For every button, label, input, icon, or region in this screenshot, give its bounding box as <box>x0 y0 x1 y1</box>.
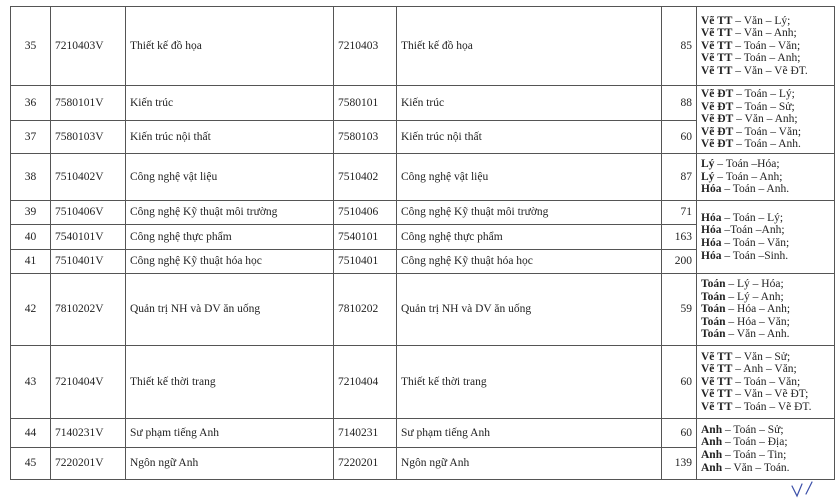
row-number: 37 <box>11 121 51 154</box>
subject-combo-cell <box>697 274 835 346</box>
major-name: Thiết kế thời trang <box>126 346 334 419</box>
major-code: 7210403V <box>51 7 126 86</box>
combo-line: Vẽ TT – Toán – Vẽ ĐT. <box>701 400 812 413</box>
combo-line: Vẽ TT – Toán – Văn; <box>701 375 801 388</box>
row-number: 44 <box>11 419 51 448</box>
major-name: Kiến trúc nội thất <box>126 121 334 154</box>
combo-line: Vẽ ĐT – Văn – Anh; <box>701 113 798 126</box>
quota-value: 85 <box>662 7 697 86</box>
quota-value: 163 <box>662 225 697 250</box>
major-name: Công nghệ Kỹ thuật hóa học <box>126 250 334 274</box>
combo-line: Toán – Hóa – Văn; <box>701 315 790 328</box>
quota-value: 71 <box>662 201 697 225</box>
quota-value: 60 <box>662 121 697 154</box>
major-base-name: Công nghệ vật liệu <box>397 154 662 201</box>
subject-combo-cell <box>697 346 835 419</box>
major-name: Ngôn ngữ Anh <box>126 448 334 480</box>
major-code: 7220201V <box>51 448 126 480</box>
major-base-name: Thiết kế thời trang <box>397 346 662 419</box>
table-row <box>11 346 835 419</box>
major-code: 7810202V <box>51 274 126 346</box>
combo-line: Hóa – Toán – Anh. <box>701 183 790 196</box>
combo-line: Hóa – Toán –Sinh. <box>701 249 789 262</box>
combo-line: Lý – Toán –Hóa; <box>701 158 780 171</box>
major-base-name: Công nghệ Kỹ thuật hóa học <box>397 250 662 274</box>
combo-line: Anh – Toán – Sử; <box>701 423 784 436</box>
combo-line: Vẽ TT – Văn – Vẽ ĐT. <box>701 64 808 77</box>
quota-value: 59 <box>662 274 697 346</box>
combo-line: Vẽ TT – Văn – Lý; <box>701 14 791 27</box>
major-base-code: 7220201 <box>334 448 397 480</box>
combo-line: Vẽ TT – Toán – Anh; <box>701 52 801 65</box>
quota-value: 60 <box>662 419 697 448</box>
major-base-code: 7580103 <box>334 121 397 154</box>
combo-line: Toán – Văn – Anh. <box>701 328 790 341</box>
major-name: Sư phạm tiếng Anh <box>126 419 334 448</box>
major-code: 7580101V <box>51 86 126 121</box>
subject-combo-cell <box>697 201 835 274</box>
major-base-code: 7580101 <box>334 86 397 121</box>
table-row <box>11 419 835 448</box>
major-base-code: 7140231 <box>334 419 397 448</box>
major-base-code: 7210404 <box>334 346 397 419</box>
combo-line: Vẽ ĐT – Toán – Anh. <box>701 138 801 151</box>
major-base-code: 7510401 <box>334 250 397 274</box>
major-code: 7510406V <box>51 201 126 225</box>
combo-line: Lý – Toán – Anh; <box>701 170 783 183</box>
subject-combo-cell <box>697 154 835 201</box>
major-name: Kiến trúc <box>126 86 334 121</box>
combo-line: Hóa –Toán –Anh; <box>701 224 785 237</box>
combo-line: Vẽ TT – Văn – Anh; <box>701 27 797 40</box>
major-base-name: Thiết kế đồ họa <box>397 7 662 86</box>
combo-line: Vẽ ĐT – Toán – Lý; <box>701 88 795 101</box>
major-name: Quản trị NH và DV ăn uống <box>126 274 334 346</box>
major-base-name: Sư phạm tiếng Anh <box>397 419 662 448</box>
combo-line: Toán – Hóa – Anh; <box>701 303 791 316</box>
combo-line: Vẽ ĐT – Toán – Văn; <box>701 125 802 138</box>
signature-mark <box>788 480 828 498</box>
row-number: 42 <box>11 274 51 346</box>
row-number: 40 <box>11 225 51 250</box>
table-row <box>11 274 835 346</box>
major-code: 7580103V <box>51 121 126 154</box>
major-base-code: 7510406 <box>334 201 397 225</box>
major-code: 7140231V <box>51 419 126 448</box>
major-code: 7510402V <box>51 154 126 201</box>
row-number: 35 <box>11 7 51 86</box>
major-base-code: 7510402 <box>334 154 397 201</box>
major-base-name: Ngôn ngữ Anh <box>397 448 662 480</box>
quota-value: 87 <box>662 154 697 201</box>
combo-line: Toán – Lý – Hóa; <box>701 278 784 291</box>
major-base-name: Công nghệ thực phẩm <box>397 225 662 250</box>
quota-value: 200 <box>662 250 697 274</box>
combo-line: Vẽ TT – Văn – Vẽ ĐT; <box>701 388 809 401</box>
subject-combo-cell <box>697 7 835 86</box>
combo-line: Vẽ TT – Văn – Sử; <box>701 350 791 363</box>
major-base-code: 7210403 <box>334 7 397 86</box>
row-number: 43 <box>11 346 51 419</box>
combo-line: Hóa – Toán – Văn; <box>701 237 790 249</box>
major-name: Thiết kế đồ họa <box>126 7 334 86</box>
major-code: 7510401V <box>51 250 126 274</box>
combo-line: Anh – Văn – Toán. <box>701 461 790 474</box>
major-name: Công nghệ Kỹ thuật môi trường <box>126 201 334 225</box>
major-name: Công nghệ vật liệu <box>126 154 334 201</box>
major-base-name: Kiến trúc <box>397 86 662 121</box>
combo-line: Toán – Lý – Anh; <box>701 290 784 303</box>
table-row <box>11 201 835 225</box>
major-base-name: Quản trị NH và DV ăn uống <box>397 274 662 346</box>
table-row <box>11 7 835 86</box>
subject-combo-cell <box>697 419 835 480</box>
quota-value: 139 <box>662 448 697 480</box>
combo-line: Vẽ TT – Toán – Văn; <box>701 39 801 52</box>
table-row <box>11 86 835 121</box>
combo-line: Vẽ ĐT – Toán – Sử; <box>701 100 795 113</box>
quota-value: 60 <box>662 346 697 419</box>
admissions-table <box>10 6 835 480</box>
combo-line: Anh – Toán – Tin; <box>701 449 787 461</box>
major-base-code: 7540101 <box>334 225 397 250</box>
major-base-name: Kiến trúc nội thất <box>397 121 662 154</box>
combo-line: Hóa – Toán – Lý; <box>701 211 784 224</box>
row-number: 39 <box>11 201 51 225</box>
row-number: 36 <box>11 86 51 121</box>
row-number: 38 <box>11 154 51 201</box>
combo-line: Anh – Toán – Địa; <box>701 436 788 449</box>
table-row <box>11 154 835 201</box>
major-base-code: 7810202 <box>334 274 397 346</box>
subject-combo-cell <box>697 86 835 154</box>
quota-value: 88 <box>662 86 697 121</box>
major-base-name: Công nghệ Kỹ thuật môi trường <box>397 201 662 225</box>
row-number: 45 <box>11 448 51 480</box>
row-number: 41 <box>11 250 51 274</box>
major-code: 7540101V <box>51 225 126 250</box>
major-name: Công nghệ thực phẩm <box>126 225 334 250</box>
combo-line: Vẽ TT – Anh – Văn; <box>701 363 797 376</box>
major-code: 7210404V <box>51 346 126 419</box>
